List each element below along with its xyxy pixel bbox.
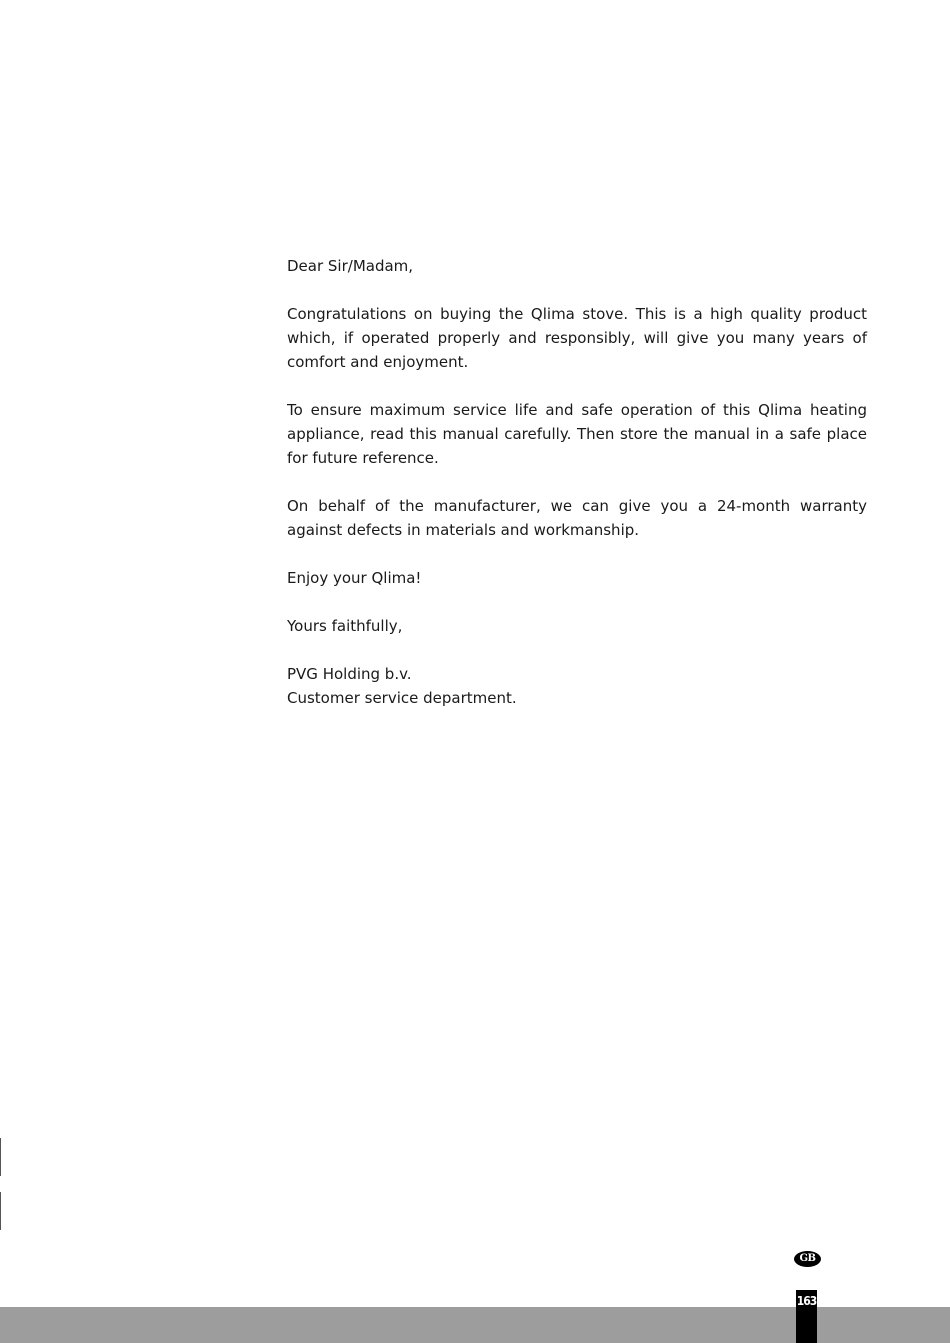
enjoy-line: Enjoy your Qlima! [287, 569, 422, 587]
salutation: Dear Sir/Madam, [287, 257, 414, 275]
department-name: Customer service department. [287, 689, 517, 707]
letter-body [287, 254, 867, 734]
paragraph-warranty: On behalf of the manufacturer, we can give you a 24-month warranty against defects in materials and workmanship. [287, 497, 867, 539]
language-badge: GB [794, 1251, 821, 1267]
closing-line: Yours faithfully, [287, 617, 403, 635]
company-name: PVG Holding b.v. [287, 665, 412, 683]
crop-mark [0, 1192, 1, 1230]
paragraph-manual: To ensure maximum service life and safe operation of this Qlima heating appliance, read this manual carefully. Then store the manual in a safe place for future reference. [287, 401, 867, 467]
page-number: 163 [796, 1294, 817, 1308]
paragraph-congratulations: Congratulations on buying the Qlima stove. This is a high quality product which, if operated properly and responsibly, will give you many years of comfort and enjoyment. [287, 305, 867, 371]
crop-mark [0, 1138, 1, 1176]
page-number-tab [796, 1290, 817, 1343]
signature-block [287, 662, 867, 710]
